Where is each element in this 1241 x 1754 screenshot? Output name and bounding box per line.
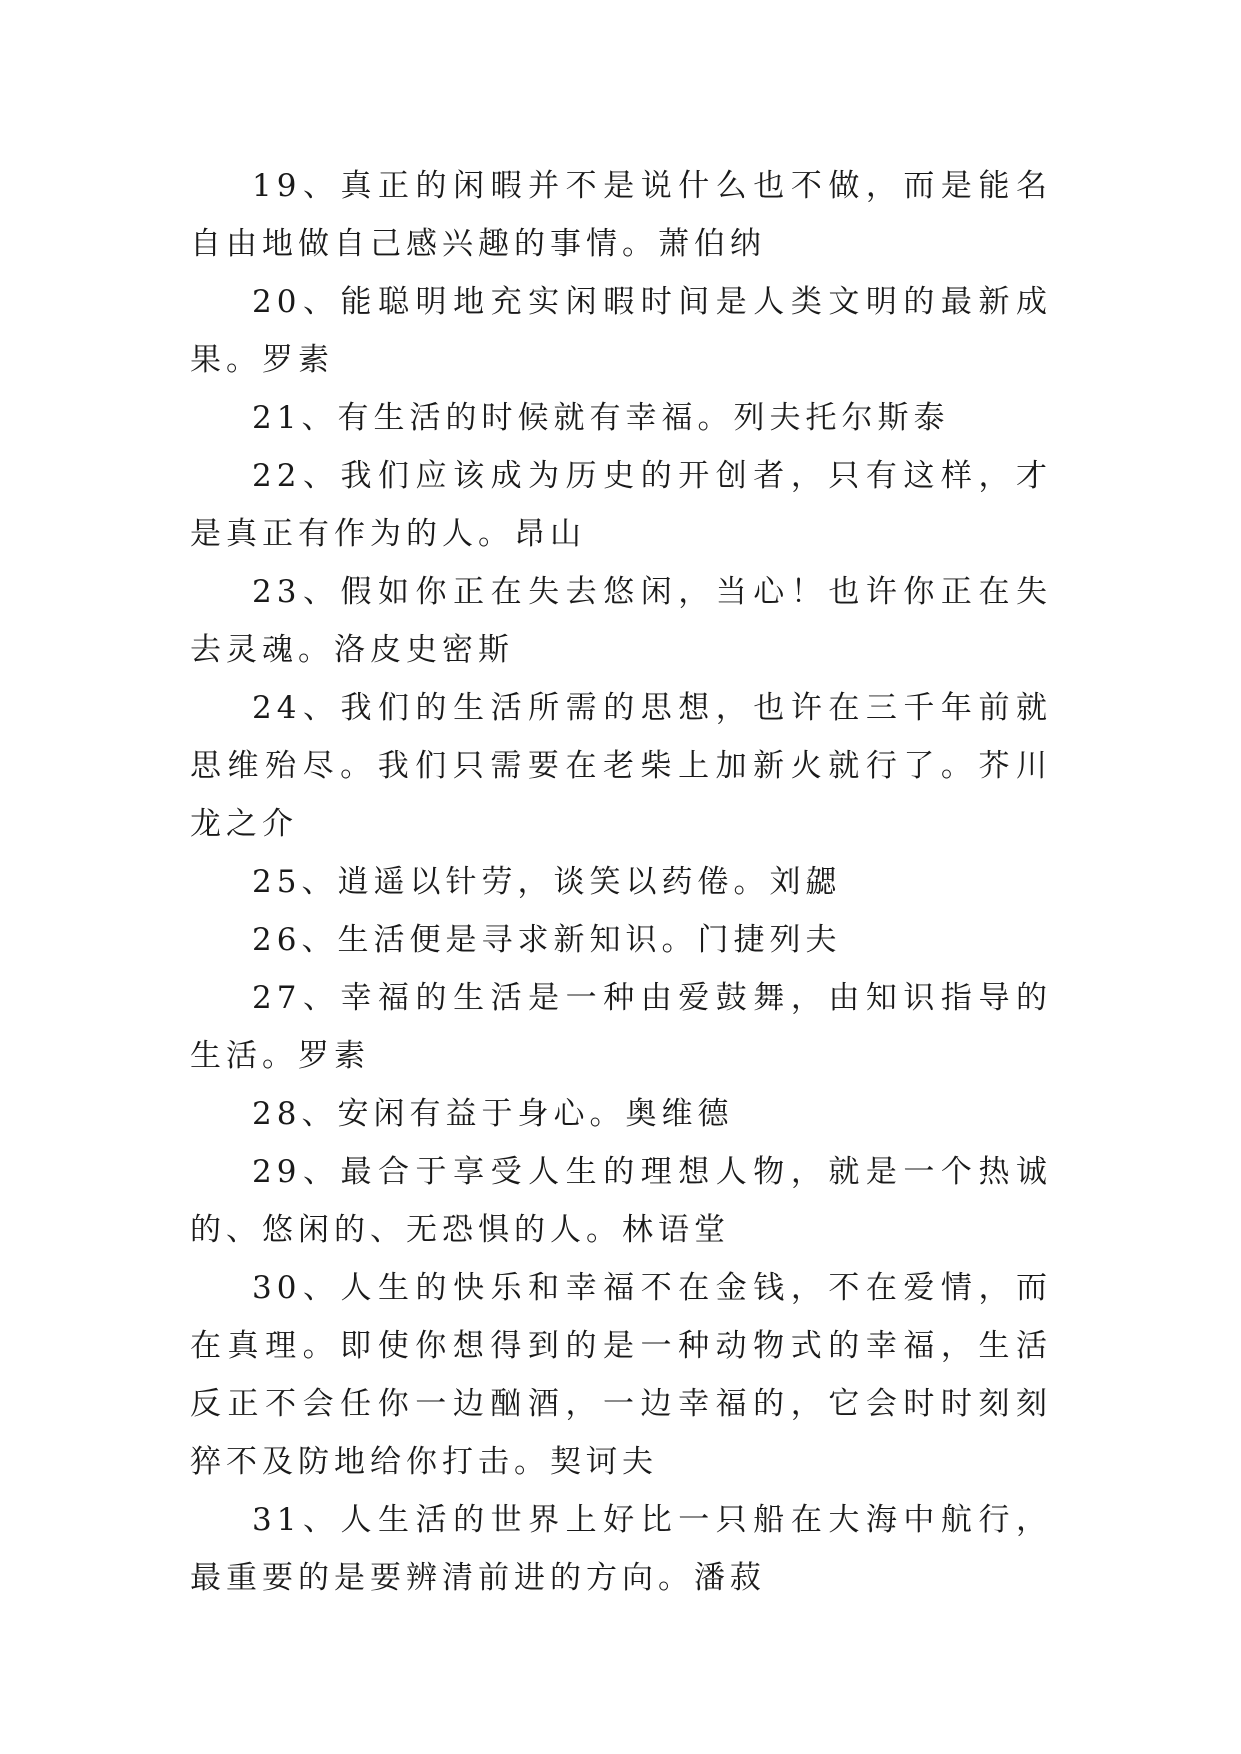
quote-paragraph-20: 20、能聪明地充实闲暇时间是人类文明的最新成果。罗素 <box>190 284 1052 378</box>
quote-paragraph-23: 23、假如你正在失去悠闲，当心！也许你正在失去灵魂。洛皮史密斯 <box>190 574 1052 668</box>
quote-paragraph-26: 26、生活便是寻求新知识。门捷列夫 <box>252 922 842 958</box>
document-body <box>190 157 1052 1607</box>
quote-paragraph-19: 19、真正的闲暇并不是说什么也不做，而是能名自由地做自己感兴趣的事情。萧伯纳 <box>190 168 1052 262</box>
quote-paragraph-24: 24、我们的生活所需的思想，也许在三千年前就思维殆尽。我们只需要在老柴上加新火就行了。芥川龙之介 <box>190 690 1052 842</box>
quote-paragraph-21: 21、有生活的时候就有幸福。列夫托尔斯泰 <box>252 400 950 436</box>
quote-paragraph-30: 30、人生的快乐和幸福不在金钱，不在爱情，而在真理。即使你想得到的是一种动物式的幸福，生活反正不会任你一边酗酒，一边幸福的，它会时时刻刻猝不及防地给你打击。契诃夫 <box>190 1270 1052 1480</box>
quote-paragraph-28: 28、安闲有益于身心。奥维德 <box>252 1096 734 1132</box>
quote-paragraph-31: 31、人生活的世界上好比一只船在大海中航行，最重要的是要辨清前进的方向。潘菽 <box>190 1502 1052 1596</box>
quote-paragraph-22: 22、我们应该成为历史的开创者，只有这样，才是真正有作为的人。昂山 <box>190 458 1052 552</box>
quote-paragraph-29: 29、最合于享受人生的理想人物，就是一个热诚的、悠闲的、无恐惧的人。林语堂 <box>190 1154 1052 1248</box>
quote-paragraph-27: 27、幸福的生活是一种由爱鼓舞，由知识指导的生活。罗素 <box>190 980 1052 1074</box>
quote-paragraph-25: 25、逍遥以针劳，谈笑以药倦。刘勰 <box>252 864 842 900</box>
